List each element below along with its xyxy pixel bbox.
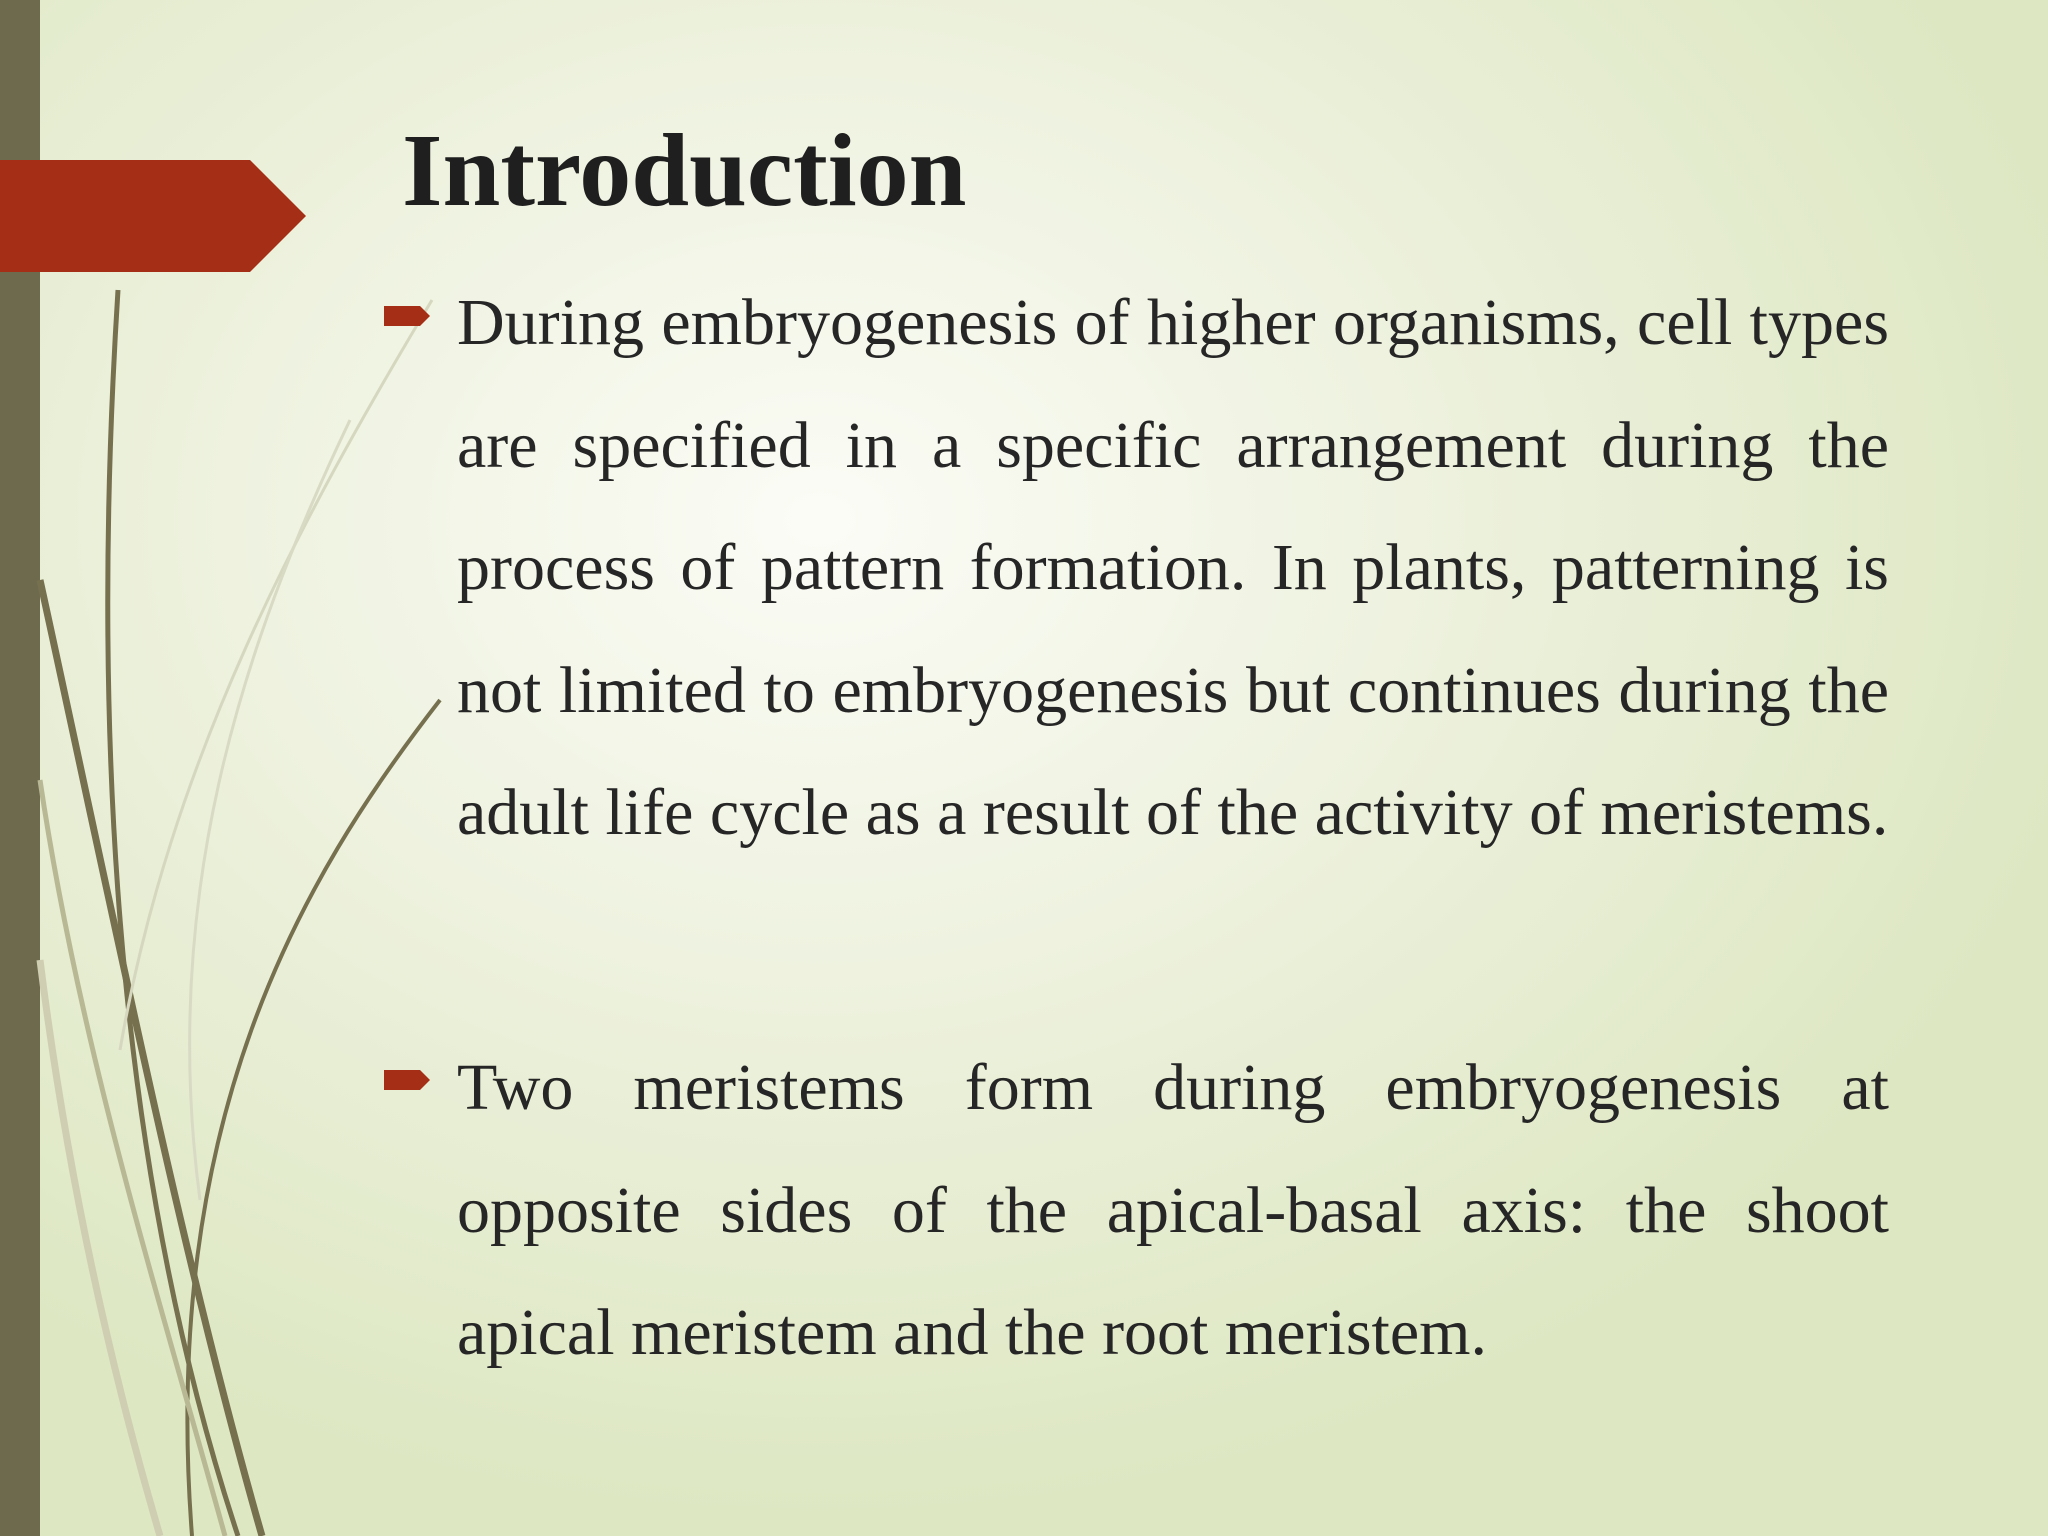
bullet-text: Two meristems form during embryogenesis at opposite sides of the apical-basal axis: the shoot apical meristem and the root meristem. xyxy=(457,1051,1889,1370)
title-accent-tab xyxy=(0,160,310,272)
bullet-text: During embryogenesis of higher organisms, cell types are specified in a specific arrangement during the process of pattern formation. In plants, patterning is not limited to embryogenesis but continues during the adult life cycle as a result of the activity of meristems. xyxy=(457,286,1889,850)
arrow-bullet-icon xyxy=(384,302,434,330)
slide-title: Introduction xyxy=(402,113,967,228)
arrow-bullet-icon xyxy=(384,1066,434,1094)
